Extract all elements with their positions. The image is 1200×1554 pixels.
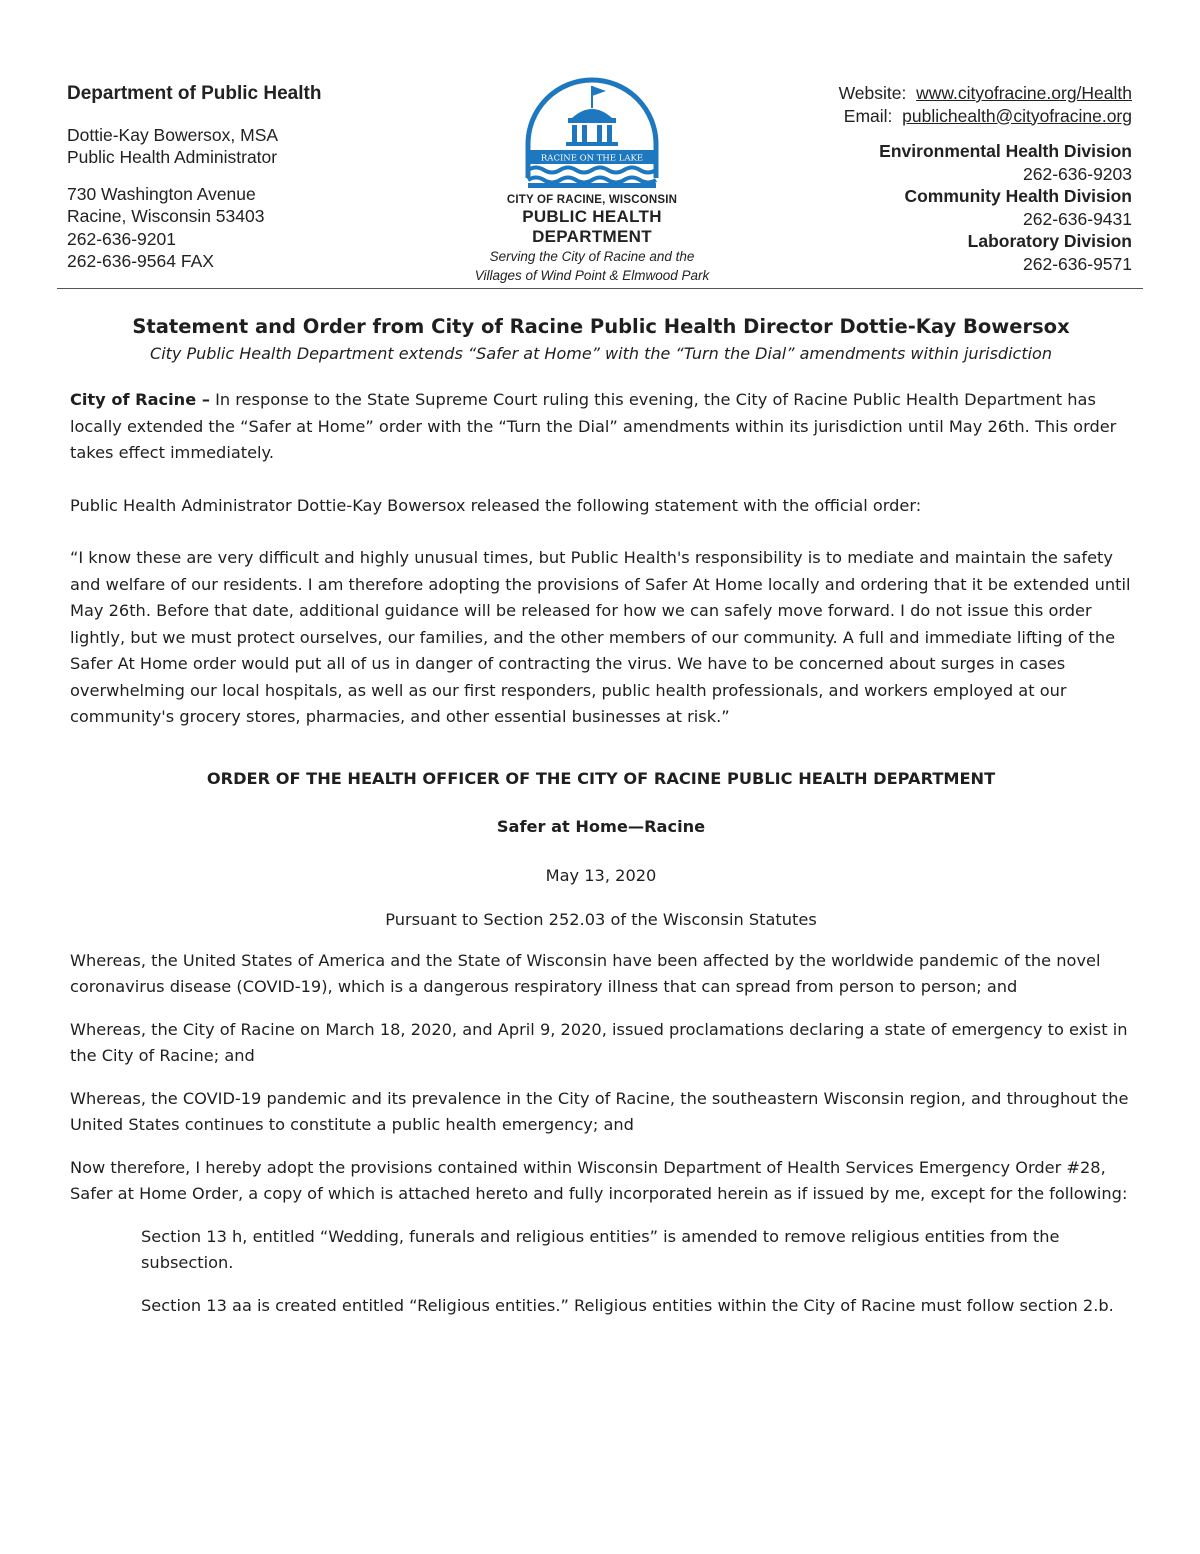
section-13h-paragraph: Section 13 h, entitled “Wedding, funerals and religious entities” is amended to remove religious entities from the subsection. (141, 1226, 1060, 1272)
racine-logo (522, 74, 662, 192)
city-line: CITY OF RACINE, WISCONSIN (506, 194, 678, 206)
street-address: 730 Washington Avenue (67, 183, 256, 204)
division-name: Laboratory Division (967, 231, 1132, 251)
administrator-role: Public Health Administrator (67, 147, 278, 167)
quote-paragraph: “I know these are very difficult and highly unusual times, but Public Health's responsibility is to mediate and maintain the safety and welfare of our residents. I am therefore adopting the provisions of Safer At Home locally and ordering that it be extended until May 26th. Before that date, additional guidance will be released for how we can safely move forward. I do not issue this order lightly, but we must protect ourselves, our families, and the other members of our community. A full and immediate lifting of the Safer At Home order would put all of us in danger of contracting the virus. We have to be concerned about surges in cases overwhelming our local hospitals, as well as our first responders, public health professionals, and workers employed at our community's grocery stores, pharmacies, and other essential businesses at risk.” (70, 548, 1131, 726)
order-pursuant: Pursuant to Section 252.03 of the Wisconsin Statutes (385, 910, 817, 929)
email-link[interactable]: publichealth@cityofracine.org (902, 105, 1132, 126)
intro-paragraph: Public Health Administrator Dottie-Kay Bowersox released the following statement with the official order: (70, 495, 922, 515)
now-therefore-paragraph: Now therefore, I hereby adopt the provisions contained within Wisconsin Department of Health Services Emergency Order #28, Safer at Home Order, a copy of which is attached hereto and fully incorporated herein as if issued by me, except for the following: (70, 1157, 1128, 1203)
section-13aa-paragraph: Section 13 aa is created entitled “Religious entities.” Religious entities within the City of Racine must follow section 2.b. (141, 1295, 1114, 1315)
website-label: Website: (838, 83, 907, 103)
whereas-paragraph-2: Whereas, the City of Racine on March 18, 2020, and April 9, 2020, issued proclamations declaring a state of emergency to exist in the City of Racine; and (70, 1019, 1128, 1065)
phone-number: 262-636-9201 (67, 228, 176, 249)
department-name: Department of Public Health (67, 83, 322, 104)
department-line: PUBLIC HEALTH DEPARTMENT (522, 207, 662, 246)
order-heading: ORDER OF THE HEALTH OFFICER OF THE CITY OF RACINE PUBLIC HEALTH DEPARTMENT (206, 768, 996, 788)
division-phone: 262-636-9203 (1023, 163, 1132, 184)
letterhead-center (462, 74, 722, 285)
lead-text: In response to the State Supreme Court ruling this evening, the City of Racine Public Health Department has locally extended the “Safer at Home” order with the “Turn the Dial” amendments within its jurisdiction until May 26th. This order takes effect immediately. (70, 390, 1117, 462)
email-label: Email: (843, 105, 893, 126)
website-link[interactable]: www.cityofracine.org/Health (916, 83, 1132, 103)
serving-line-2: Villages of Wind Point & Elmwood Park (474, 268, 710, 283)
lead-dateline: City of Racine – (70, 390, 210, 409)
logo-banner-text: RACINE ON THE LAKE (540, 153, 644, 164)
document-body (70, 312, 1132, 1335)
letterhead-right (712, 82, 1132, 275)
whereas-paragraph-3: Whereas, the COVID-19 pandemic and its prevalence in the City of Racine, the southeastern Wisconsin region, and throughout the United States continues to constitute a public health emergency; and (70, 1088, 1129, 1134)
administrator-name: Dottie-Kay Bowersox, MSA (67, 124, 279, 145)
statement-title: Statement and Order from City of Racine Public Health Director Dottie-Kay Bowersox (132, 315, 1070, 338)
division-name: Community Health Division (904, 186, 1132, 206)
order-name: Safer at Home—Racine (496, 817, 706, 836)
whereas-paragraph-1: Whereas, the United States of America and the State of Wisconsin have been affected by the worldwide pandemic of the novel coronavirus disease (COVID-19), which is a dangerous respiratory illness that can spread from person to person; and (70, 950, 1101, 996)
division-name: Environmental Health Division (879, 141, 1132, 161)
city-address: Racine, Wisconsin 53403 (67, 206, 265, 226)
division-phone: 262-636-9431 (1023, 208, 1132, 229)
fax-number: 262-636-9564 FAX (67, 251, 214, 271)
letterhead-left (67, 83, 467, 273)
serving-line-1: Serving the City of Racine and the (489, 249, 695, 264)
lead-paragraph (70, 387, 1132, 467)
division-phone: 262-636-9571 (1023, 253, 1132, 274)
website-row (712, 82, 1132, 105)
email-row (712, 105, 1132, 128)
order-date: May 13, 2020 (545, 865, 657, 885)
statement-subtitle: City Public Health Department extends “Safer at Home” with the “Turn the Dial” amendments within jurisdiction (150, 344, 1052, 363)
header-divider (57, 288, 1143, 289)
